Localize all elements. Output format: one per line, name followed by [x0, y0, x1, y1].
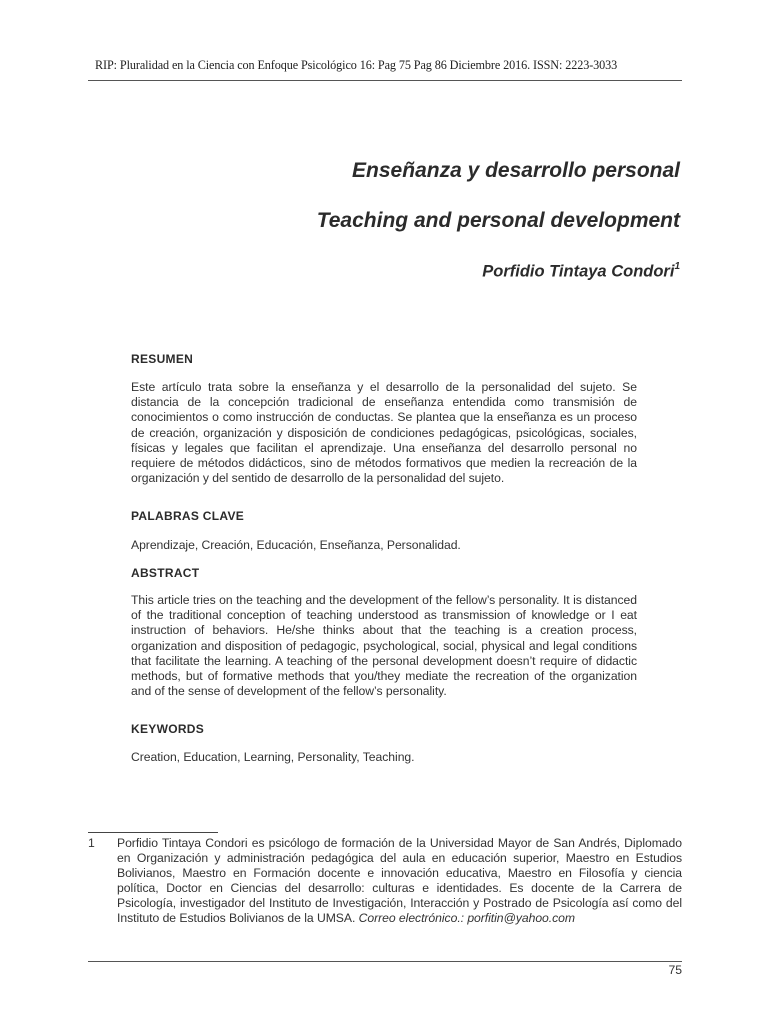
palabras-clave-heading: PALABRAS CLAVE — [131, 509, 245, 523]
footer-divider — [88, 961, 682, 962]
abstract-text: This article tries on the teaching and the development of the fellow’s personality. It is distanced of the traditional conception of teaching understood as transmission of knowledge or I eat instruction of behaviors. He/she thinks about that the teaching is a creation process, organization and disposition of pedagogic, psychological, social, physical and legal conditions that facilitate the learning. A teaching of the personal development doesn’t require of didactic methods, but of formative methods that you/they mediate the recreation of the organization and of the sense of development of the fellow’s personality. — [131, 593, 637, 699]
keywords-section — [131, 722, 637, 736]
keywords-body-wrap — [131, 750, 637, 765]
running-header: RIP: Pluralidad en la Ciencia con Enfoque Psicológico 16: Pag 75 Pag 86 Diciembre 2016. ISSN: 2223-3033 — [95, 58, 618, 72]
header-divider — [88, 80, 682, 81]
resumen-heading: RESUMEN — [131, 352, 194, 366]
footnote-email: Correo electrónico.: porfitin@yahoo.com — [358, 911, 575, 926]
title-spanish: Enseñanza y desarrollo personal — [352, 159, 680, 182]
palabras-clave-text: Aprendizaje, Creación, Educación, Enseñanza, Personalidad. — [131, 538, 461, 552]
footnote — [88, 836, 682, 927]
resumen-text: Este artículo trata sobre la enseñanza y el desarrollo de la personalidad del sujeto. Se distancia de la concepción tradicional de enseñanza entendida como transmisión de conocimientos o como instrucción de conductas. Se plantea que la enseñanza es un proceso de creación, organización y disposición de condiciones pedagógicas, psicológicas, sociales, físicas y legales que facilitan el aprendizaje. Una enseñanza del desarrollo personal no requiere de métodos didácticos, sino de métodos formativos que medien la recreación de la organización y del sentido de desarrollo de la personalidad del sujeto. — [131, 380, 637, 486]
footnote-number: 1 — [88, 836, 95, 850]
palabras-clave-section — [131, 509, 637, 523]
author-line — [280, 262, 680, 282]
footnote-body — [117, 836, 682, 927]
keywords-heading: KEYWORDS — [131, 722, 205, 736]
palabras-clave-body-wrap — [131, 538, 637, 553]
footnote-text: Porfidio Tintaya Condori es psicólogo de formación de la Universidad Mayor de San Andrés, Diplomado en Organización y administración pedagógica del aula en educación superior, Maestro en Estudios Bolivianos, Maestro en Formación docente e innovación educativa, Maestro en Filosofía y ciencia política, Doctor en Ciencias del desarrollo: culturas e identidades. Es docente de la Carrera de Psicología, investigador del Instituto de Investigación, Interacción y Postrado de Psicología así como del Instituto de Estudios Bolivianos de la UMSA. — [117, 836, 682, 926]
abstract-heading: ABSTRACT — [131, 566, 200, 580]
resumen-body-wrap — [131, 380, 637, 486]
title-english: Teaching and personal development — [316, 209, 680, 232]
abstract-section — [131, 566, 637, 580]
page-number: 75 — [668, 963, 682, 977]
author-name: Porfidio Tintaya Condori — [482, 262, 675, 281]
footnote-divider — [88, 832, 218, 833]
abstract-body-wrap — [131, 593, 637, 699]
author-footnote-mark: 1 — [674, 261, 680, 272]
keywords-text: Creation, Education, Learning, Personality, Teaching. — [131, 750, 415, 764]
resumen-section — [131, 352, 637, 366]
